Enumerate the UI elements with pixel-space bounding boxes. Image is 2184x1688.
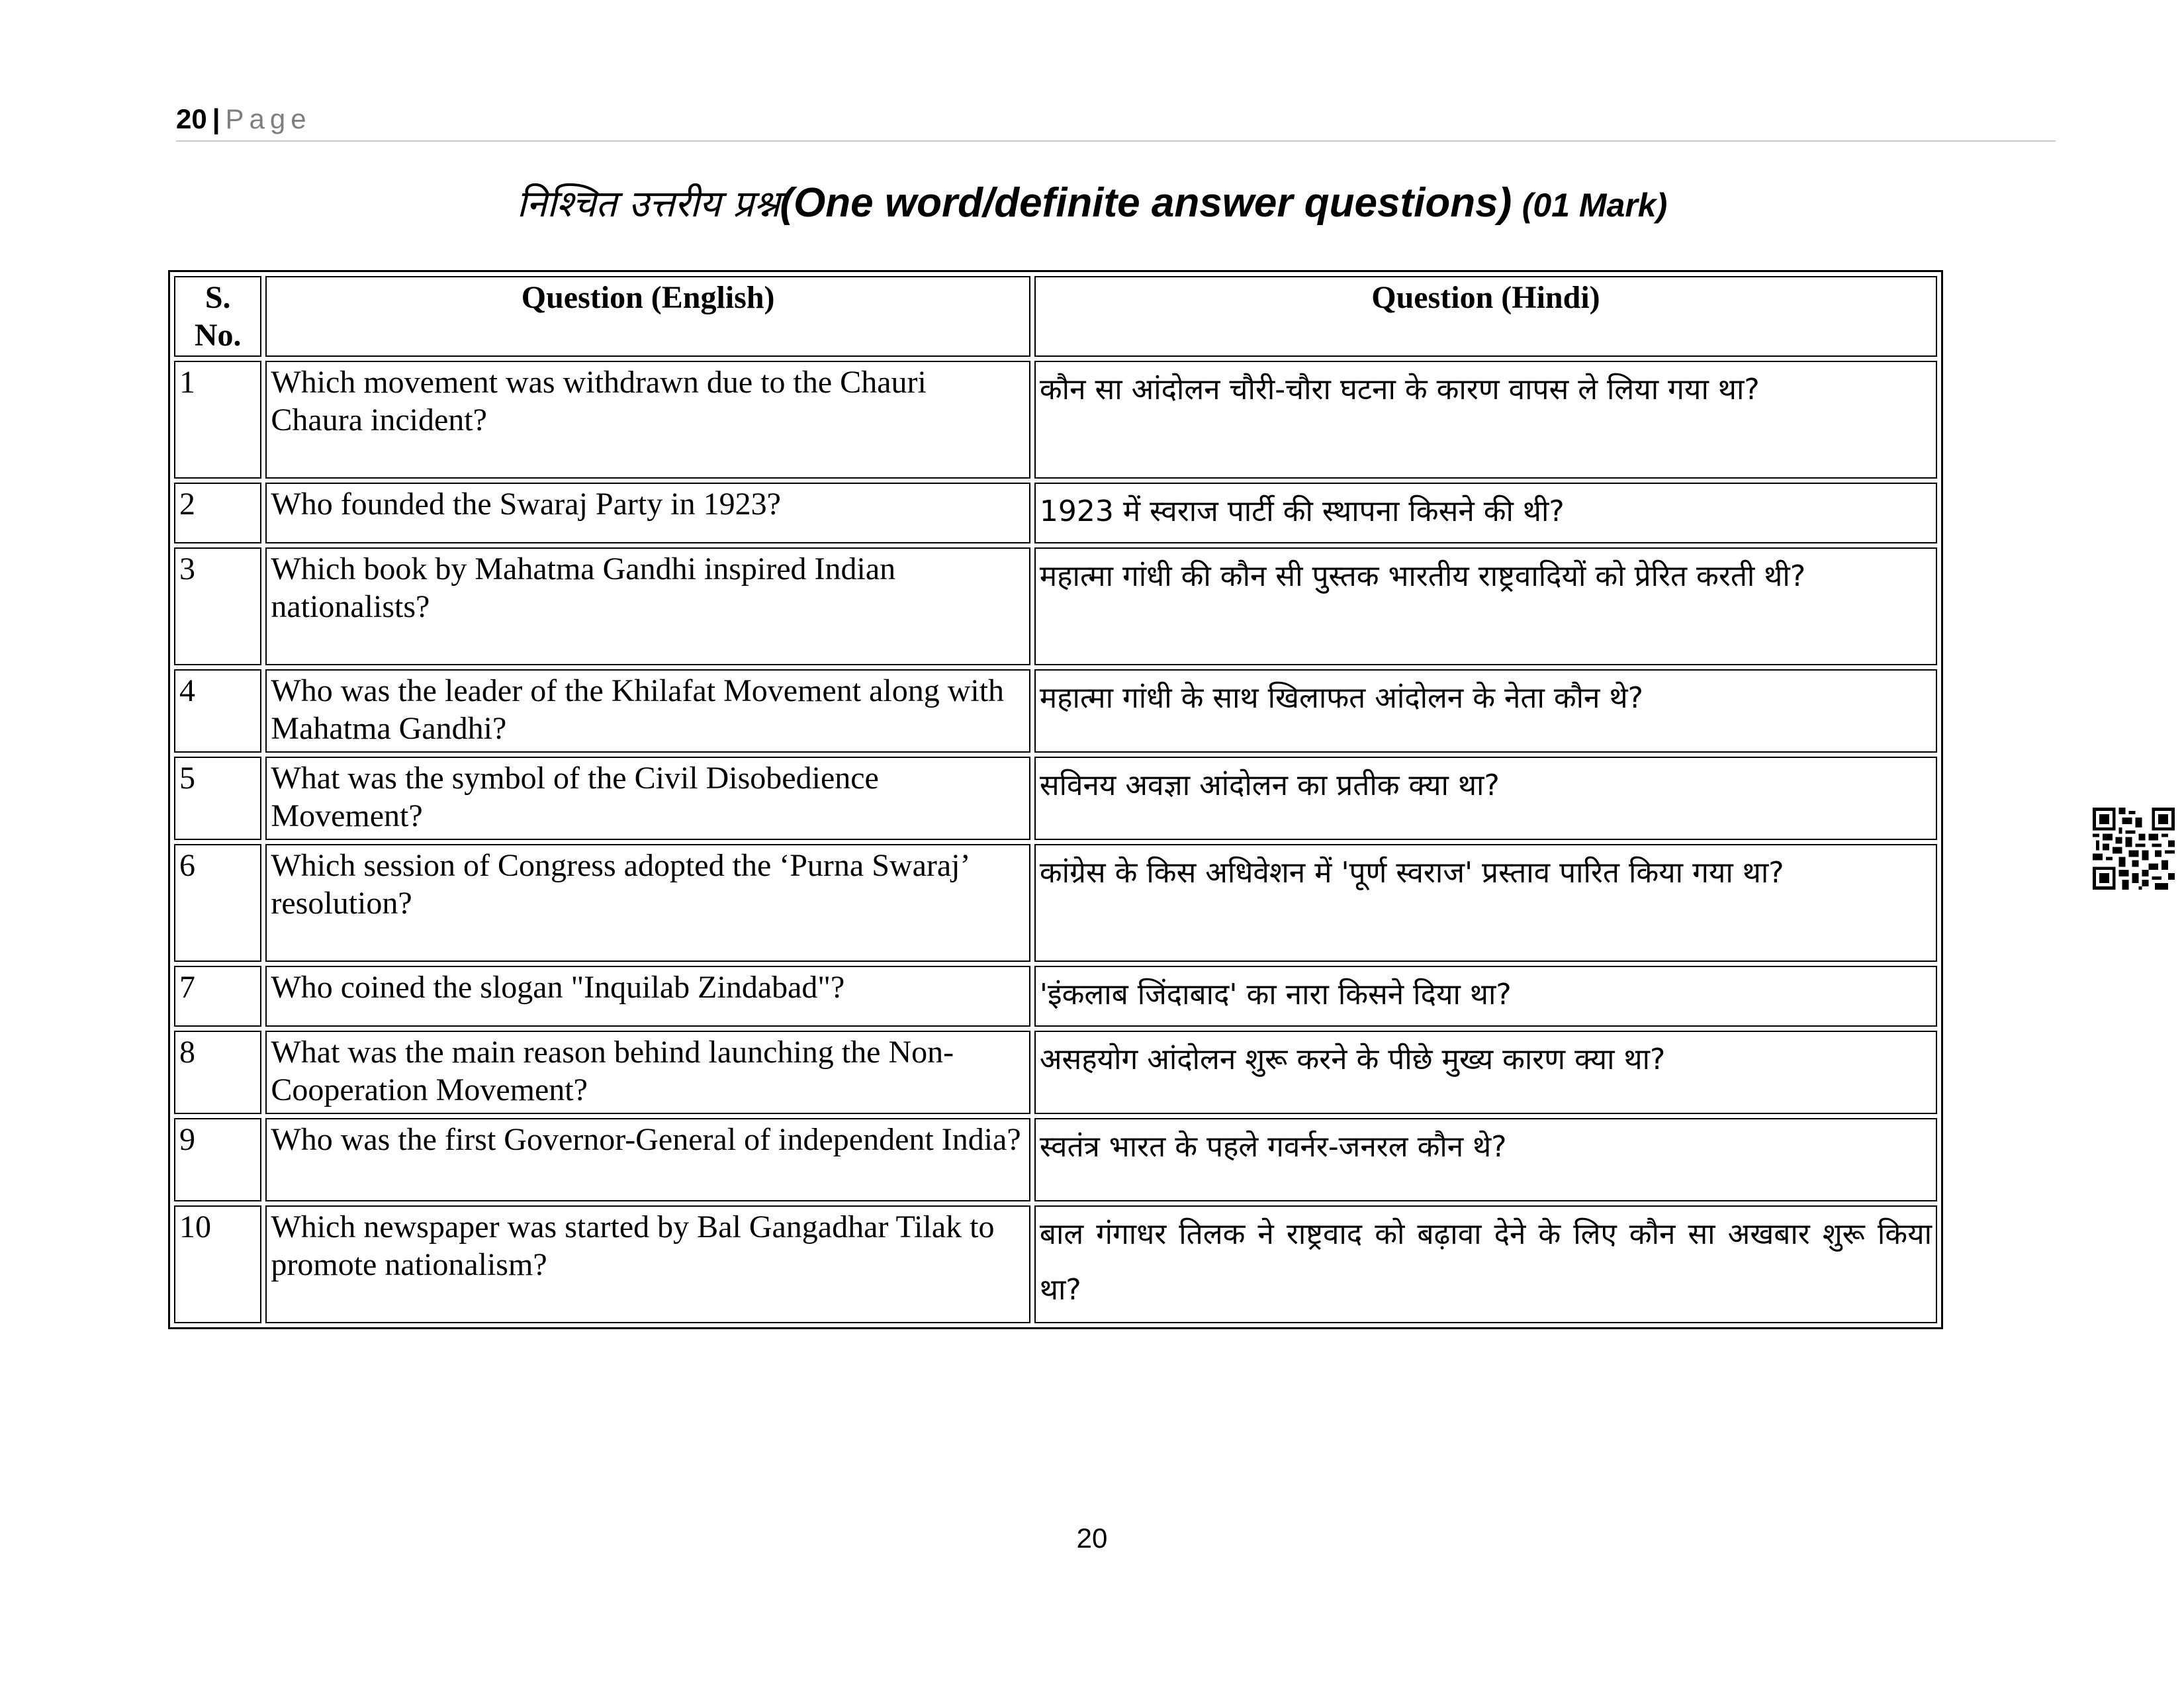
row-question-english: Which newspaper was started by Bal Gangadhar Tilak to promote nationalism? — [265, 1205, 1030, 1323]
row-sno: 10 — [174, 1205, 261, 1323]
row-question-hindi: बाल गंगाधर तिलक ने राष्ट्रवाद को बढ़ावा देने के लिए कौन सा अखबार शुरू किया था? — [1034, 1205, 1937, 1323]
row-sno: 9 — [174, 1118, 261, 1201]
row-sno: 4 — [174, 669, 261, 753]
table-row — [174, 483, 1937, 543]
row-question-english: Who was the leader of the Khilafat Movement along with Mahatma Gandhi? — [265, 669, 1030, 753]
table-row — [174, 844, 1937, 962]
row-sno: 8 — [174, 1031, 261, 1114]
page-header — [176, 99, 2056, 142]
row-sno: 7 — [174, 966, 261, 1027]
title-english: (One word/definite answer questions) — [780, 180, 1512, 226]
page-title — [0, 173, 2184, 235]
column-header-english: Question (English) — [265, 276, 1030, 357]
table-row — [174, 1031, 1937, 1114]
row-question-hindi: 'इंकलाब जिंदाबाद' का नारा किसने दिया था? — [1034, 966, 1937, 1027]
row-question-english: Which book by Mahatma Gandhi inspired Indian nationalists? — [265, 547, 1030, 665]
table-header-row — [174, 276, 1937, 357]
row-question-hindi: कौन सा आंदोलन चौरी-चौरा घटना के कारण वापस ले लिया गया था? — [1034, 361, 1937, 479]
table-row — [174, 1118, 1937, 1201]
table-row — [174, 966, 1937, 1027]
title-hindi: निश्चित उत्तरीय प्रश्न — [516, 183, 780, 226]
row-sno: 6 — [174, 844, 261, 962]
column-header-sno: S. No. — [174, 276, 261, 357]
header-page-number: 20 — [176, 103, 207, 134]
row-sno: 2 — [174, 483, 261, 543]
row-question-english: Who was the first Governor-General of independent India? — [265, 1118, 1030, 1201]
qr-code-icon — [2093, 808, 2175, 890]
column-header-hindi: Question (Hindi) — [1034, 276, 1937, 357]
row-question-english: Which movement was withdrawn due to the Chauri Chaura incident? — [265, 361, 1030, 479]
table-row — [174, 669, 1937, 753]
table-row — [174, 547, 1937, 665]
row-question-english: What was the main reason behind launching the Non-Cooperation Movement? — [265, 1031, 1030, 1114]
header-separator: | — [212, 103, 220, 134]
row-sno: 3 — [174, 547, 261, 665]
row-question-hindi: स्वतंत्र भारत के पहले गवर्नर-जनरल कौन थे? — [1034, 1118, 1937, 1201]
row-question-english: Who coined the slogan "Inquilab Zindabad"? — [265, 966, 1030, 1027]
row-question-hindi: असहयोग आंदोलन शुरू करने के पीछे मुख्य कारण क्या था? — [1034, 1031, 1937, 1114]
row-question-hindi: सविनय अवज्ञा आंदोलन का प्रतीक क्या था? — [1034, 757, 1937, 840]
table-row — [174, 757, 1937, 840]
header-page-label: Page — [225, 103, 312, 134]
table-row — [174, 361, 1937, 479]
row-question-hindi: कांग्रेस के किस अधिवेशन में 'पूर्ण स्वराज' प्रस्ताव पारित किया गया था? — [1034, 844, 1937, 962]
row-question-hindi: महात्मा गांधी के साथ खिलाफत आंदोलन के नेता कौन थे? — [1034, 669, 1937, 753]
row-question-hindi: महात्मा गांधी की कौन सी पुस्तक भारतीय राष्ट्रवादियों को प्रेरित करती थी? — [1034, 547, 1937, 665]
row-question-english: What was the symbol of the Civil Disobedience Movement? — [265, 757, 1030, 840]
row-question-english: Who founded the Swaraj Party in 1923? — [265, 483, 1030, 543]
page-footer-number: 20 — [1076, 1523, 1108, 1554]
row-question-english: Which session of Congress adopted the ‘Purna Swaraj’ resolution? — [265, 844, 1030, 962]
row-sno: 1 — [174, 361, 261, 479]
row-question-hindi: 1923 में स्वराज पार्टी की स्थापना किसने की थी? — [1034, 483, 1937, 543]
table-row — [174, 1205, 1937, 1323]
row-sno: 5 — [174, 757, 261, 840]
title-marks: (01 Mark) — [1522, 187, 1668, 224]
questions-table — [168, 270, 1943, 1329]
